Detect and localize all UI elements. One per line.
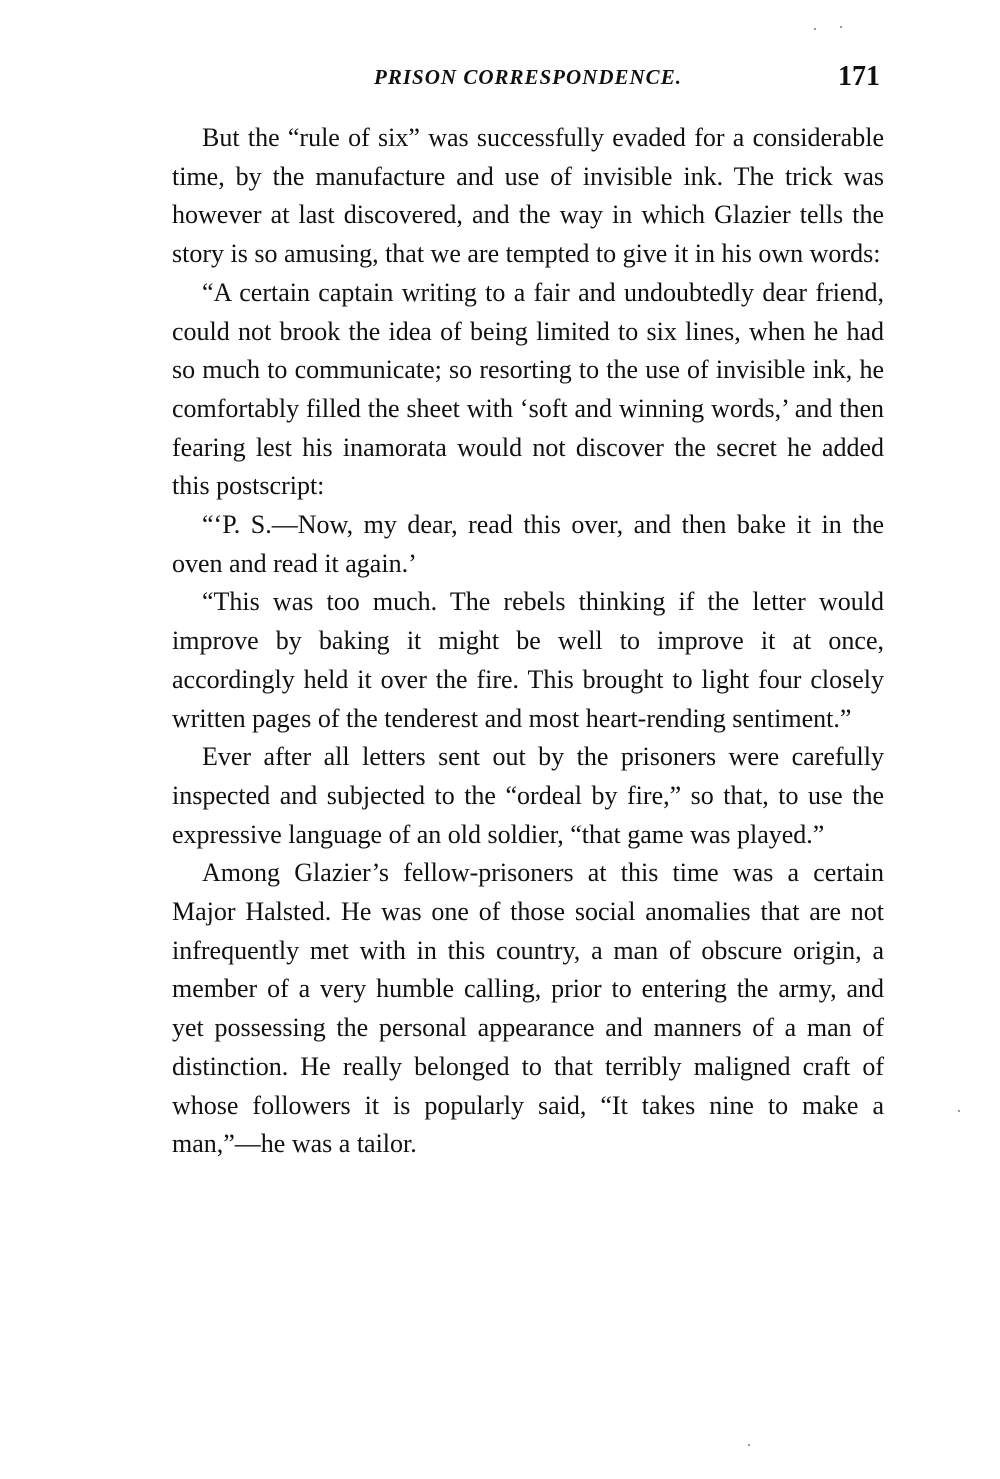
paragraph: “This was too much. The rebels thinking if the letter would improve by baking it might be well to improve it at once, accordingly held it over the fire. This brought to light four closely written pages of the tenderest and most heart-rending sentiment.” [172,587,884,733]
scan-speck [748,1444,750,1446]
paragraph: Among Glazier’s fellow-prisoners at this time was a certain Major Halsted. He was one of those social anomalies that are not infrequently met with in this country, a man of obscure origin, a member of a very humble calling, prior to entering the army, and yet possessing the personal appearance and manners of a man of distinction. He really belonged to that terribly maligned craft of whose followers it is popularly said, “It takes nine to make a man,”—he was a tailor. [172,858,884,1159]
running-header [172,62,884,102]
paragraph: “‘P. S.—Now, my dear, read this over, and then bake it in the oven and read it again.’ [172,510,884,578]
page-number: 171 [838,61,880,92]
running-title: PRISON CORRESPONDENCE. [374,65,682,89]
scan-speck [814,28,816,30]
paragraph: Ever after all letters sent out by the prisoners were carefully inspected and subjected to the “ordeal by fire,” so that, to use the expressive language of an old soldier, “that game was played.” [172,742,884,849]
paragraph: “A certain captain writing to a fair and undoubtedly dear friend, could not brook the idea of being limited to six lines, when he had so much to communicate; so resorting to the use of invisible ink, he comfortably filled the sheet with ‘soft and winning words,’ and then fearing lest his inamorata would not discover the secret he added this postscript: [172,277,884,501]
body-text [172,119,884,1164]
paragraph: But the “rule of six” was successfully evaded for a considerable time, by the manufacture and use of invisible ink. The trick was however at last discovered, and the way in which Glazier tells the story is so amusing, that we are tempted to give it in his own words: [172,123,884,269]
scan-speck [958,1110,960,1112]
scan-speck [840,26,842,28]
